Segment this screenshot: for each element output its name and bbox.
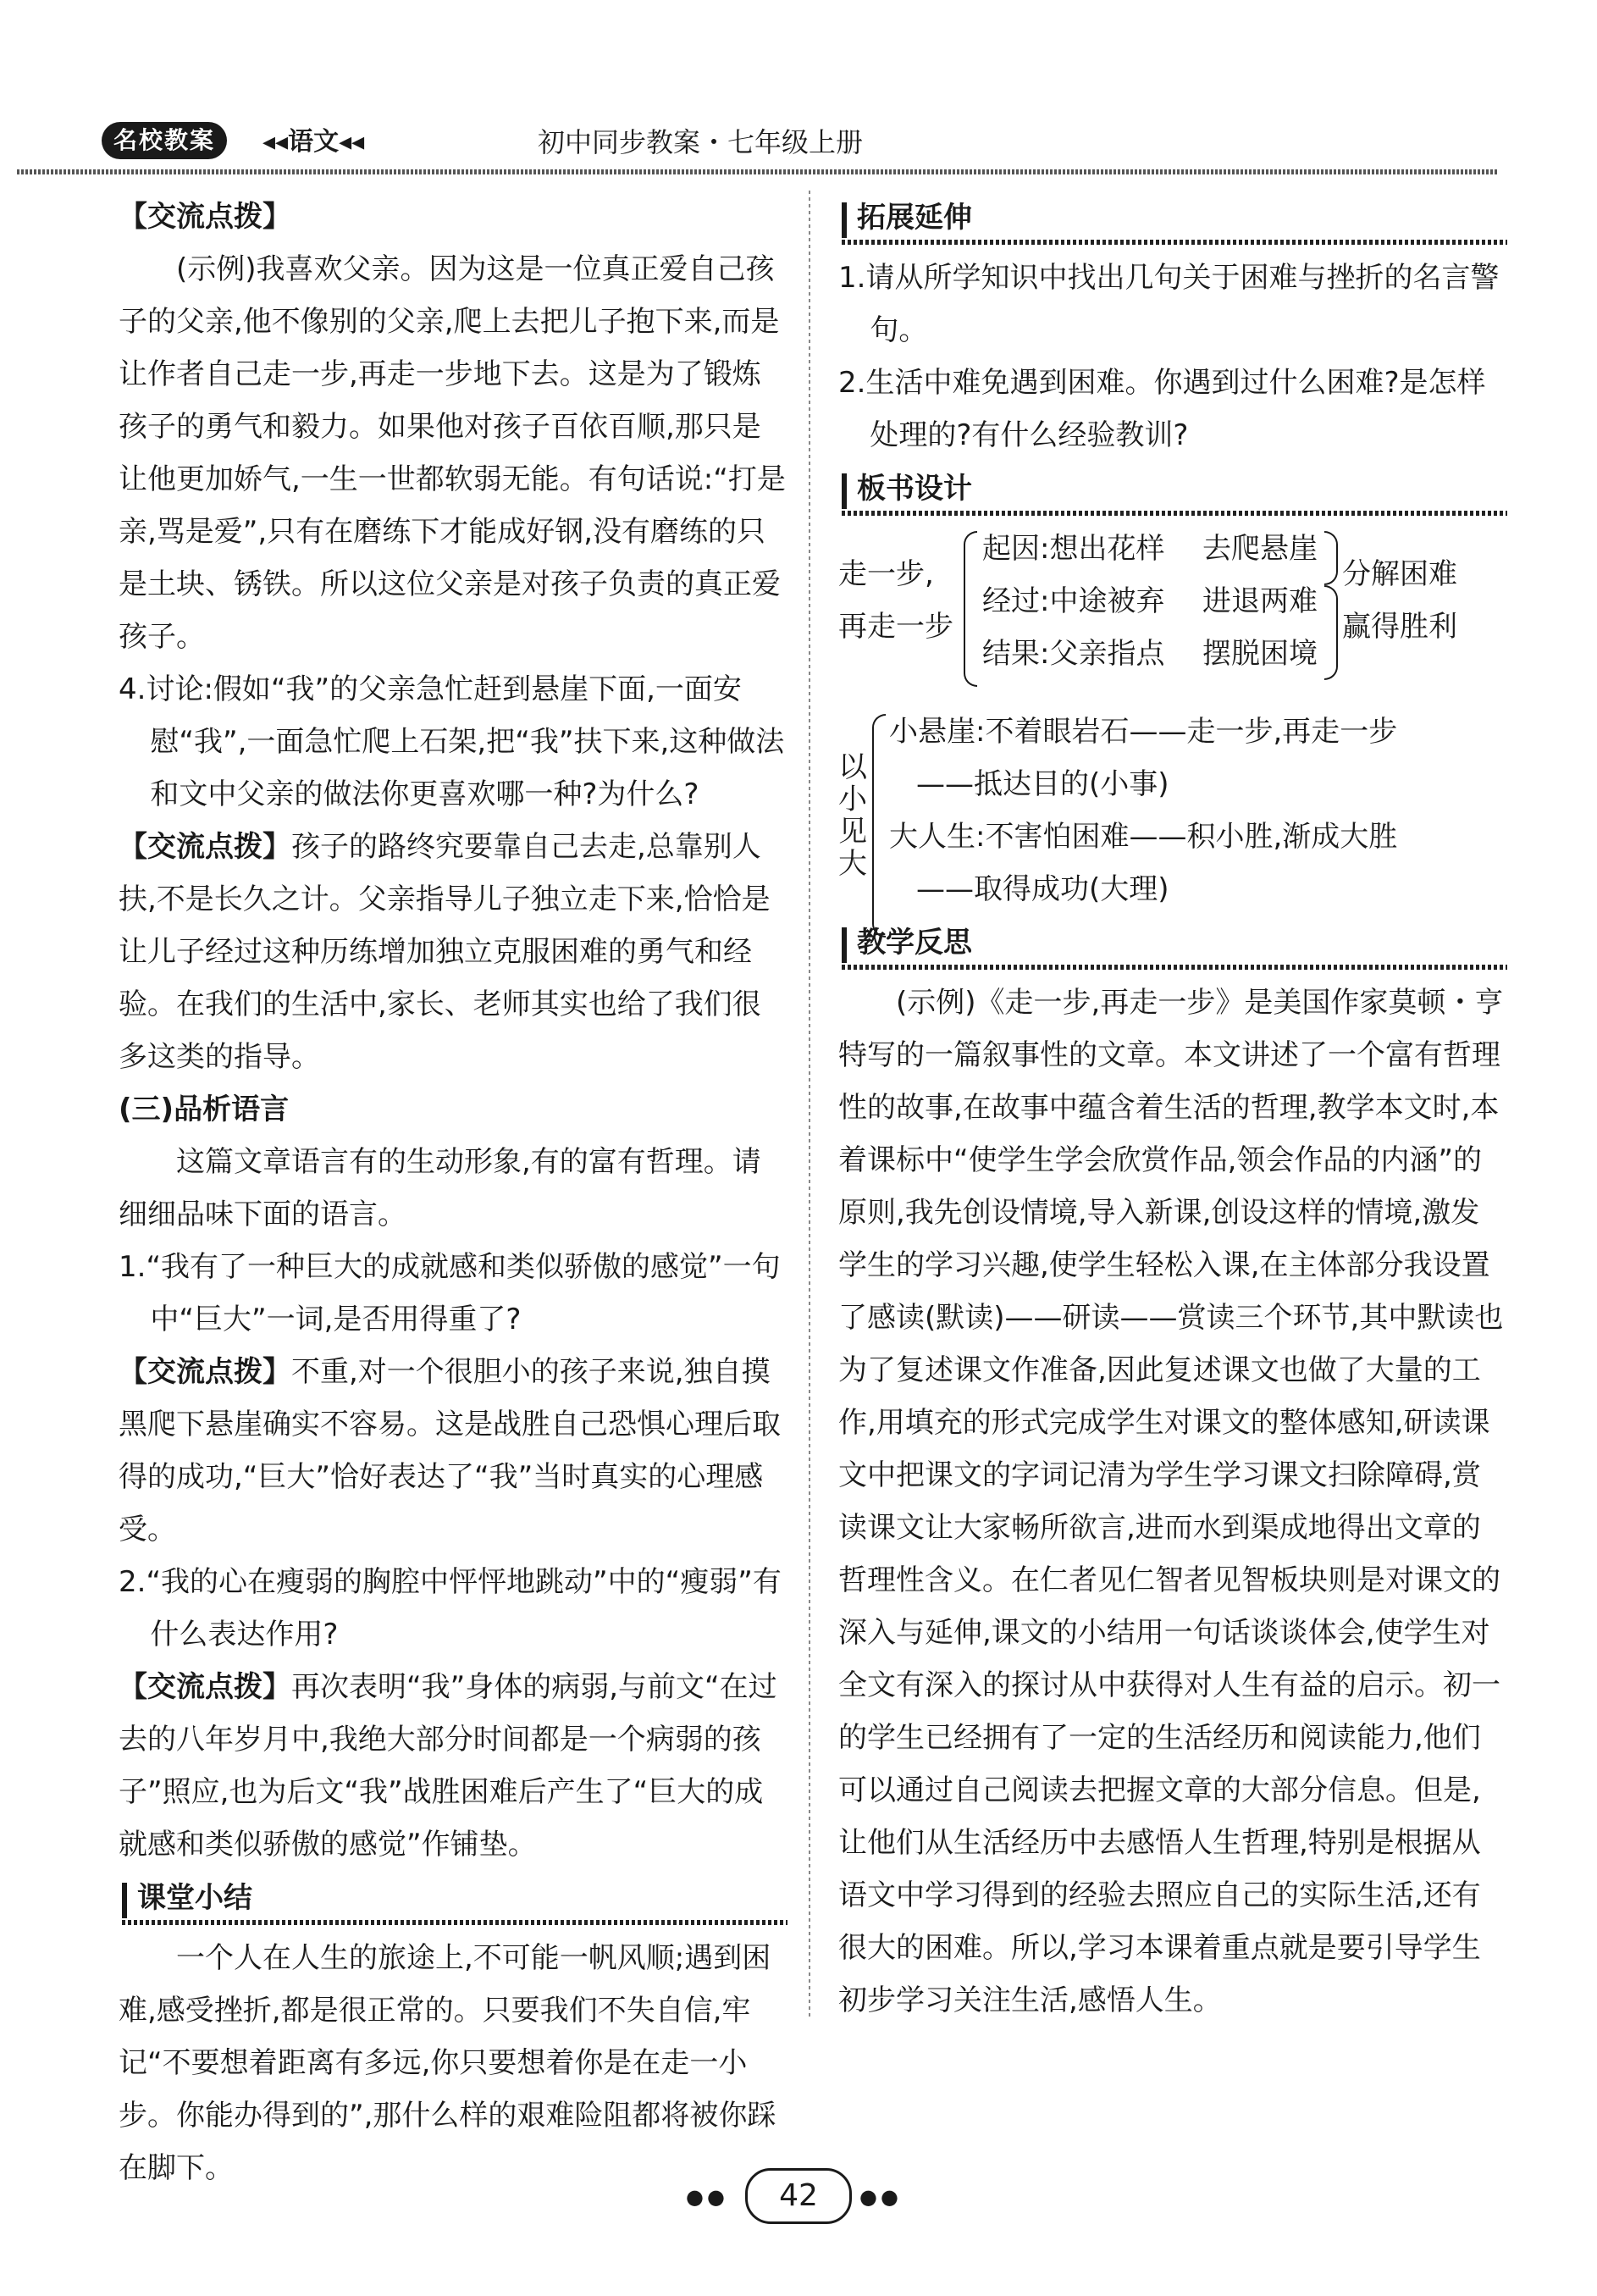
- board-small-1: 小悬崖:不着眼岩石——走一步,再走一步: [889, 715, 1398, 749]
- brace-right-1: [1324, 531, 1338, 585]
- board-title-line1: 走一步,: [838, 557, 934, 591]
- left-column: [119, 191, 787, 2194]
- book-title: 初中同步教案・七年级上册: [538, 126, 864, 158]
- board-row1-b: 去爬悬崖: [1202, 532, 1318, 566]
- board-row1-a: 起因:想出花样: [982, 532, 1165, 566]
- extension-question-1: 1.请从所学知识中找出几句关于困难与挫折的名言警句。: [838, 261, 1500, 347]
- reflection-paragraph: (示例)《走一步,再走一步》是美国作家莫顿・亨特写的一篇叙事性的文章。本文讲述了一个富有哲理性的故事,在故事中蕴含着生活的哲理,教学本文时,本着课标中“使学生学会欣赏作品,领会作品的内涵”的原则,我先创设情境,导入新课,创设这样的情境,激发学生的学习兴趣,使学生轻松入课,在主体部分我设置了感读(默读)——研读——赏读三个环节,其中默读也为了复述课文作准备,因此复述课文也做了大量的工作,用填充的形式完成学生对课文的整体感知,研读课文中把课文的字词记清为学生学习课文扫除障碍,赏读课文让大家畅所欲言,进而水到渠成地得出文章的哲理性含义。在仁者见仁智者见智板块则是对课文的深入与延伸,课文的小结用一句话谈谈体会,使学生对全文有深入的探讨从中获得对人生有益的启示。初一的学生已经拥有了一定的生活经历和阅读能力,他们可以通过自己阅读去把握文章的大部分信息。但是,让他们从生活经历中去感悟人生哲理,特别是根据从语文中学习得到的经验去照应自己的实际生活,还有很大的困难。所以,学习本课着重点就是要引导学生初步学习关注生活,感悟人生。: [838, 986, 1504, 2017]
- board-big-2: ——取得成功(大理): [916, 872, 1169, 906]
- question-1: 1.“我有了一种巨大的成就感和类似骄傲的感觉”一句中“巨大”一词,是否用得重了?: [119, 1250, 781, 1336]
- summary-heading: 课堂小结: [119, 1876, 787, 1925]
- answer-1: 【交流点拨】不重,对一个很胆小的孩子来说,独自摸黑爬下悬崖确实不容易。这是战胜自己恐惧心理后取得的成功,“巨大”恰好表达了“我”当时真实的心理感受。: [119, 1355, 781, 1546]
- board-row3-a: 结果:父亲指点: [982, 637, 1165, 671]
- question-4: 4.讨论:假如“我”的父亲急忙赶到悬崖下面,一面安慰“我”,一面急忙爬上石架,把“我”扶下来,这种做法和文中父亲的做法你更喜欢哪一种?为什么?: [119, 672, 785, 811]
- exchange-tag: 【交流点拨】: [119, 200, 291, 234]
- exchange-tag: 【交流点拨】: [119, 1670, 291, 1704]
- right-column: [838, 191, 1507, 2027]
- page-dots-right: ●●: [859, 2185, 902, 2209]
- page-number: 42: [745, 2168, 852, 2224]
- answer-paragraph: (示例)我喜欢父亲。因为这是一位真正爱自己孩子的父亲,他不像别的父亲,爬上去把儿子抱下来,而是让作者自己走一步,再走一步地下去。这是为了锻炼孩子的勇气和毅力。如果他对孩子百依百顺,那只是让他更加娇气,一生一世都软弱无能。有句话说:“打是亲,骂是爱”,只有在磨练下才能成好钢,没有磨练的只是土块、锈铁。所以这位父亲是对孩子负责的真正爱孩子。: [119, 252, 786, 654]
- board-method-2: 赢得胜利: [1342, 610, 1457, 644]
- section-intro: 这篇文章语言有的生动形象,有的富有哲理。请细细品味下面的语言。: [119, 1145, 761, 1231]
- board-row3-b: 摆脱困境: [1202, 637, 1318, 671]
- subject-label: ◂◂语文◂◂: [262, 127, 365, 157]
- board-title-line2: 再走一步: [838, 610, 953, 644]
- board-small-2: ——抵达目的(小事): [916, 767, 1169, 801]
- extension-heading: 拓展延伸: [838, 196, 1507, 245]
- extension-question-2: 2.生活中难免遇到困难。你遇到过什么困难?是怎样处理的?有什么经验教训?: [838, 366, 1486, 452]
- board-side-label: 以小见大: [838, 750, 867, 881]
- summary-paragraph: 一个人在人生的旅途上,不可能一帆风顺;遇到困难,感受挫折,都是很正常的。只要我们不失自信,牢记“不要想着距离有多远,你只要想着你是在走一小步。你能办得到的”,那什么样的艰难险阻都将被你踩在脚下。: [119, 1941, 776, 2185]
- board-method-1: 分解困难: [1342, 557, 1457, 591]
- answer-2: 【交流点拨】再次表明“我”身体的病弱,与前文“在过去的八年岁月中,我绝大部分时间都是一个病弱的孩子”照应,也为后文“我”战胜困难后产生了“巨大的成就感和类似骄傲的感觉”作铺垫。: [119, 1670, 777, 1862]
- question-2: 2.“我的心在瘦弱的胸腔中怦怦地跳动”中的“瘦弱”有什么表达作用?: [119, 1565, 782, 1651]
- reflection-heading: 教学反思: [838, 921, 1507, 970]
- board-row2-b: 进退两难: [1202, 584, 1318, 618]
- header-rule: [17, 169, 1499, 174]
- board-big-1: 大人生:不害怕困难——积小胜,渐成大胜: [889, 820, 1398, 854]
- exchange-tag: 【交流点拨】: [119, 1355, 291, 1389]
- column-divider: [809, 191, 810, 2020]
- board-heading: 板书设计: [838, 467, 1507, 516]
- page-header: [102, 117, 1490, 168]
- board-row2-a: 经过:中途被弃: [982, 584, 1165, 618]
- section-title: (三)品析语言: [119, 1093, 290, 1126]
- brace-left: [964, 531, 977, 687]
- exchange-tag: 【交流点拨】: [119, 830, 291, 864]
- series-logo: 名校教案: [102, 122, 227, 159]
- brace-side: [872, 714, 886, 938]
- answer-4: 【交流点拨】孩子的路终究要靠自己去走,总靠别人扶,不是长久之计。父亲指导儿子独立走下来,恰恰是让儿子经过这种历练增加独立克服困难的勇气和经验。在我们的生活中,家长、老师其实也给了我们很多这类的指导。: [119, 830, 771, 1074]
- page-dots-left: ●●: [686, 2185, 728, 2209]
- brace-right-2: [1324, 585, 1338, 680]
